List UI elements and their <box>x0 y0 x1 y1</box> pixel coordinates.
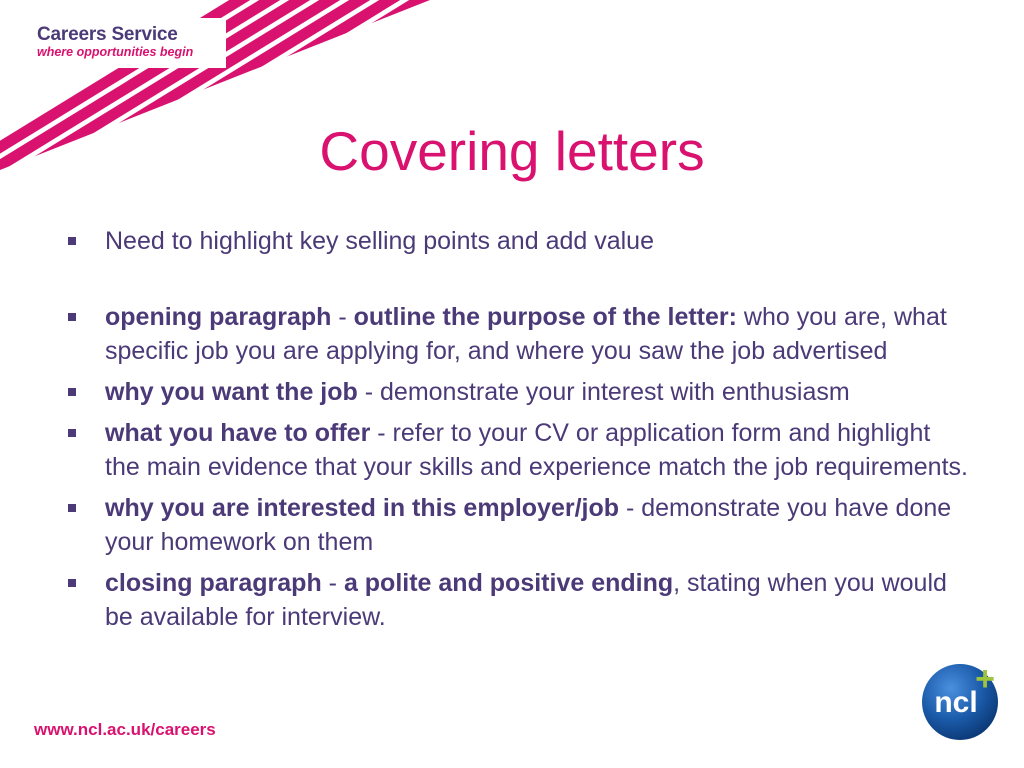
bullet-bold-text: outline the purpose of the letter: <box>353 303 737 331</box>
bullet-text: - refer to your CV or application form and highlight the main evidence that your skills and experience match the job requirements. <box>105 419 968 481</box>
bullet-marker-icon <box>68 579 76 587</box>
bullet-item <box>68 300 968 368</box>
bullet-bold-text: what you have to offer <box>105 419 371 447</box>
bullet-text: who you are, what specific job you are applying for, and where you saw the job advertised <box>105 303 947 365</box>
bullet-text: , stating when you would be available for interview. <box>105 569 947 631</box>
bullet-marker-icon <box>68 237 76 245</box>
bullet-separator: - <box>321 569 344 597</box>
ncl-logo-plus: + <box>975 660 995 698</box>
careers-service-logo <box>22 18 226 68</box>
bullet-item <box>68 375 968 409</box>
bullet-item <box>68 491 968 559</box>
bullet-list <box>68 224 968 641</box>
bullet-marker-icon <box>68 388 76 396</box>
logo-title: Careers Service <box>37 24 178 45</box>
logo-subtitle: where opportunities begin <box>37 45 194 59</box>
ncl-logo-text: ncl <box>934 686 978 719</box>
bullet-bold-text: why you are interested in this employer/job <box>105 494 620 522</box>
bullet-item <box>68 224 968 258</box>
ncl-logo-icon <box>920 656 1006 742</box>
bullet-bold-text: opening paragraph <box>105 303 332 331</box>
bullet-marker-icon <box>68 504 76 512</box>
bullet-text: Need to highlight key selling points and add value <box>105 227 654 255</box>
bullet-text: - demonstrate you have done your homework on them <box>105 494 952 556</box>
bullet-separator: - <box>331 303 354 331</box>
bullet-marker-icon <box>68 313 76 321</box>
bullet-bold-text: why you want the job <box>105 378 358 406</box>
bullet-marker-icon <box>68 429 76 437</box>
footer-url: www.ncl.ac.uk/careers <box>34 720 216 739</box>
slide-title: Covering letters <box>319 120 705 182</box>
bullet-text: - demonstrate your interest with enthusiasm <box>357 378 850 406</box>
bullet-bold-text: closing paragraph <box>105 569 322 597</box>
bullet-bold-text: a polite and positive ending <box>343 569 674 597</box>
bullet-item <box>68 566 968 634</box>
bullet-item <box>68 416 968 484</box>
